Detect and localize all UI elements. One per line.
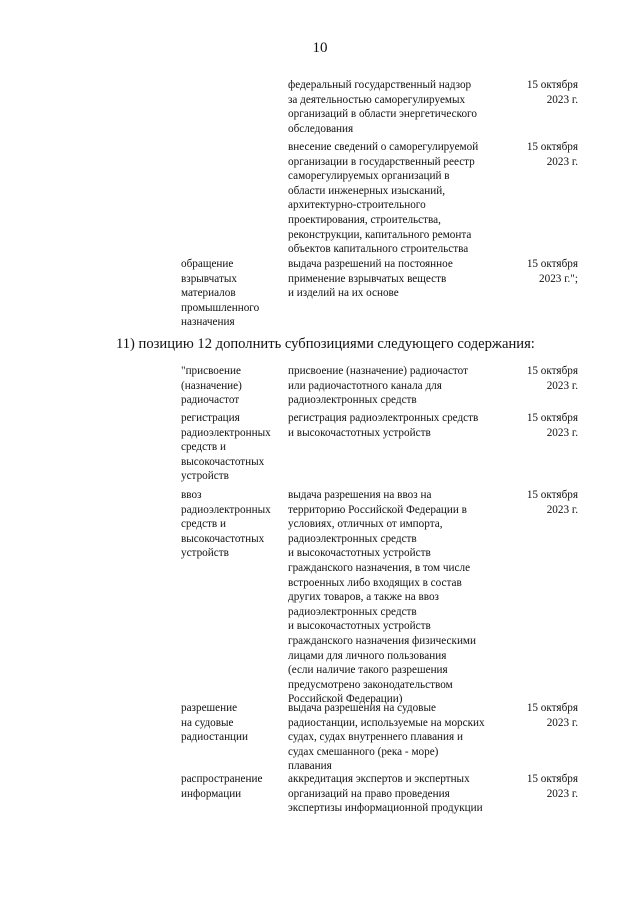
date-line: 15 октября: [526, 702, 578, 714]
page-number: 10: [312, 40, 328, 56]
activity-line: высокочастотных: [181, 455, 265, 468]
control-line: судах, судах внутреннего плавания и: [288, 731, 463, 744]
date-line: 15 октября: [526, 79, 578, 91]
date-cell: [508, 772, 578, 801]
date-line: 15 октября: [526, 773, 578, 785]
control-line: выдача разрешения на судовые: [288, 702, 436, 714]
control-line: внесение сведений о саморегулируемой: [288, 141, 479, 153]
control-line: встроенных либо входящих в состав: [288, 576, 462, 589]
date-cell: [508, 411, 578, 440]
control-line: применение взрывчатых веществ: [288, 272, 447, 285]
date-line: 2023 г.: [546, 379, 578, 392]
control-line: радиоэлектронных средств: [288, 605, 417, 618]
date-line: 2023 г.: [546, 93, 578, 106]
control-cell: [288, 772, 500, 816]
control-line: территорию Российской Федерации в: [288, 503, 467, 516]
activity-line: радиоэлектронных: [181, 426, 271, 439]
activity-line: распространение: [181, 773, 263, 785]
activity-line: материалов: [181, 287, 236, 300]
control-line: объектов капитального строительства: [288, 243, 469, 256]
control-line: организации в государственный реестр: [288, 155, 475, 168]
date-line: 15 октября: [526, 141, 578, 153]
date-line: 15 октября: [526, 365, 578, 377]
control-line: организаций в области энергетического: [288, 108, 477, 121]
activity-cell: [181, 701, 285, 745]
date-line: 2023 г.: [546, 426, 578, 439]
control-line: присвоение (назначение) радиочастот: [288, 365, 469, 377]
control-line: судах смешанного (река - море): [288, 745, 439, 758]
date-line: 2023 г.: [546, 503, 578, 516]
activity-line: обращение: [181, 258, 234, 270]
control-cell: [288, 488, 500, 707]
control-line: и высокочастотных устройств: [288, 426, 431, 439]
activity-line: на судовые: [181, 716, 234, 729]
control-line: предусмотрено законодательством: [288, 678, 453, 691]
activity-line: средств и: [181, 518, 226, 531]
activity-line: устройств: [181, 470, 229, 483]
date-line: 2023 г.";: [539, 272, 578, 285]
activity-line: "присвоение: [181, 365, 241, 377]
control-line: радиоэлектронных средств: [288, 394, 417, 407]
date-cell: [508, 140, 578, 169]
control-line: плавания: [288, 760, 332, 773]
control-cell: [288, 257, 500, 301]
control-line: реконструкции, капитального ремонта: [288, 228, 472, 241]
control-line: обследования: [288, 122, 354, 135]
control-line: области инженерных изысканий,: [288, 184, 446, 197]
table-row: [0, 701, 578, 774]
activity-cell: [181, 411, 285, 484]
control-line: и высокочастотных устройств: [288, 620, 431, 633]
date-cell: [508, 488, 578, 517]
table-row: [0, 411, 578, 484]
table-row: [0, 488, 578, 707]
control-line: аккредитация экспертов и экспертных: [288, 773, 470, 785]
date-line: 15 октября: [526, 412, 578, 424]
control-cell: [288, 364, 500, 408]
control-line: организаций на право проведения: [288, 787, 450, 800]
activity-line: регистрация: [181, 412, 240, 424]
control-line: экспертизы информационной продукции: [288, 802, 483, 815]
activity-cell: [181, 364, 285, 408]
activity-line: радиочастот: [181, 394, 240, 407]
control-line: выдача разрешения на ввоз на: [288, 489, 432, 501]
control-line: саморегулируемых организаций в: [288, 170, 450, 183]
date-cell: [508, 257, 578, 286]
control-line: регистрация радиоэлектронных средств: [288, 412, 479, 424]
control-cell: [288, 411, 500, 440]
activity-line: промышленного: [181, 301, 260, 314]
control-line: (если наличие такого разрешения: [288, 664, 448, 677]
date-cell: [508, 364, 578, 393]
control-cell: [288, 140, 500, 257]
control-line: радиоэлектронных средств: [288, 532, 417, 545]
control-line: лицами для личного пользования: [288, 649, 447, 662]
date-cell: [508, 78, 578, 107]
activity-line: радиостанции: [181, 731, 249, 744]
control-line: условиях, отличных от импорта,: [288, 518, 443, 531]
activity-line: взрывчатых: [181, 272, 237, 285]
control-line: и высокочастотных устройств: [288, 547, 431, 560]
table-row: [0, 140, 578, 257]
control-line: других товаров, а также на ввоз: [288, 591, 439, 604]
amendment-heading: 11) позицию 12 дополнить субпозициями следующего содержания:: [116, 336, 535, 352]
date-line: 15 октября: [526, 489, 578, 501]
activity-cell: [181, 257, 285, 330]
control-cell: [288, 701, 500, 774]
control-cell: [288, 78, 500, 136]
activity-cell: [181, 488, 285, 561]
activity-line: устройств: [181, 547, 229, 560]
control-line: гражданского назначения, в том числе: [288, 561, 471, 574]
date-line: 15 октября: [526, 258, 578, 270]
activity-cell: [181, 772, 285, 801]
date-line: 2023 г.: [546, 787, 578, 800]
control-line: Российской Федерации): [288, 693, 403, 706]
date-line: 2023 г.: [546, 716, 578, 729]
activity-line: радиоэлектронных: [181, 503, 271, 516]
control-line: за деятельностью саморегулируемых: [288, 93, 466, 106]
activity-line: информации: [181, 787, 242, 800]
table-row: [0, 78, 578, 136]
control-line: гражданского назначения физическими: [288, 634, 477, 647]
activity-line: высокочастотных: [181, 532, 265, 545]
control-line: федеральный государственный надзор: [288, 79, 472, 91]
date-cell: [508, 701, 578, 730]
control-line: или радиочастотного канала для: [288, 379, 442, 392]
activity-line: ввоз: [181, 489, 202, 501]
control-line: проектирования, строительства,: [288, 213, 441, 226]
activity-line: назначения: [181, 316, 235, 329]
activity-line: средств и: [181, 441, 226, 454]
control-line: выдача разрешений на постоянное: [288, 258, 453, 270]
date-line: 2023 г.: [546, 155, 578, 168]
activity-line: (назначение): [181, 379, 242, 392]
control-line: и изделий на их основе: [288, 287, 399, 300]
table-row: [0, 772, 578, 816]
table-row: [0, 257, 578, 330]
control-line: радиостанции, используемые на морских: [288, 716, 485, 729]
control-line: архитектурно-строительного: [288, 199, 426, 212]
activity-line: разрешение: [181, 702, 238, 714]
table-row: [0, 364, 578, 408]
